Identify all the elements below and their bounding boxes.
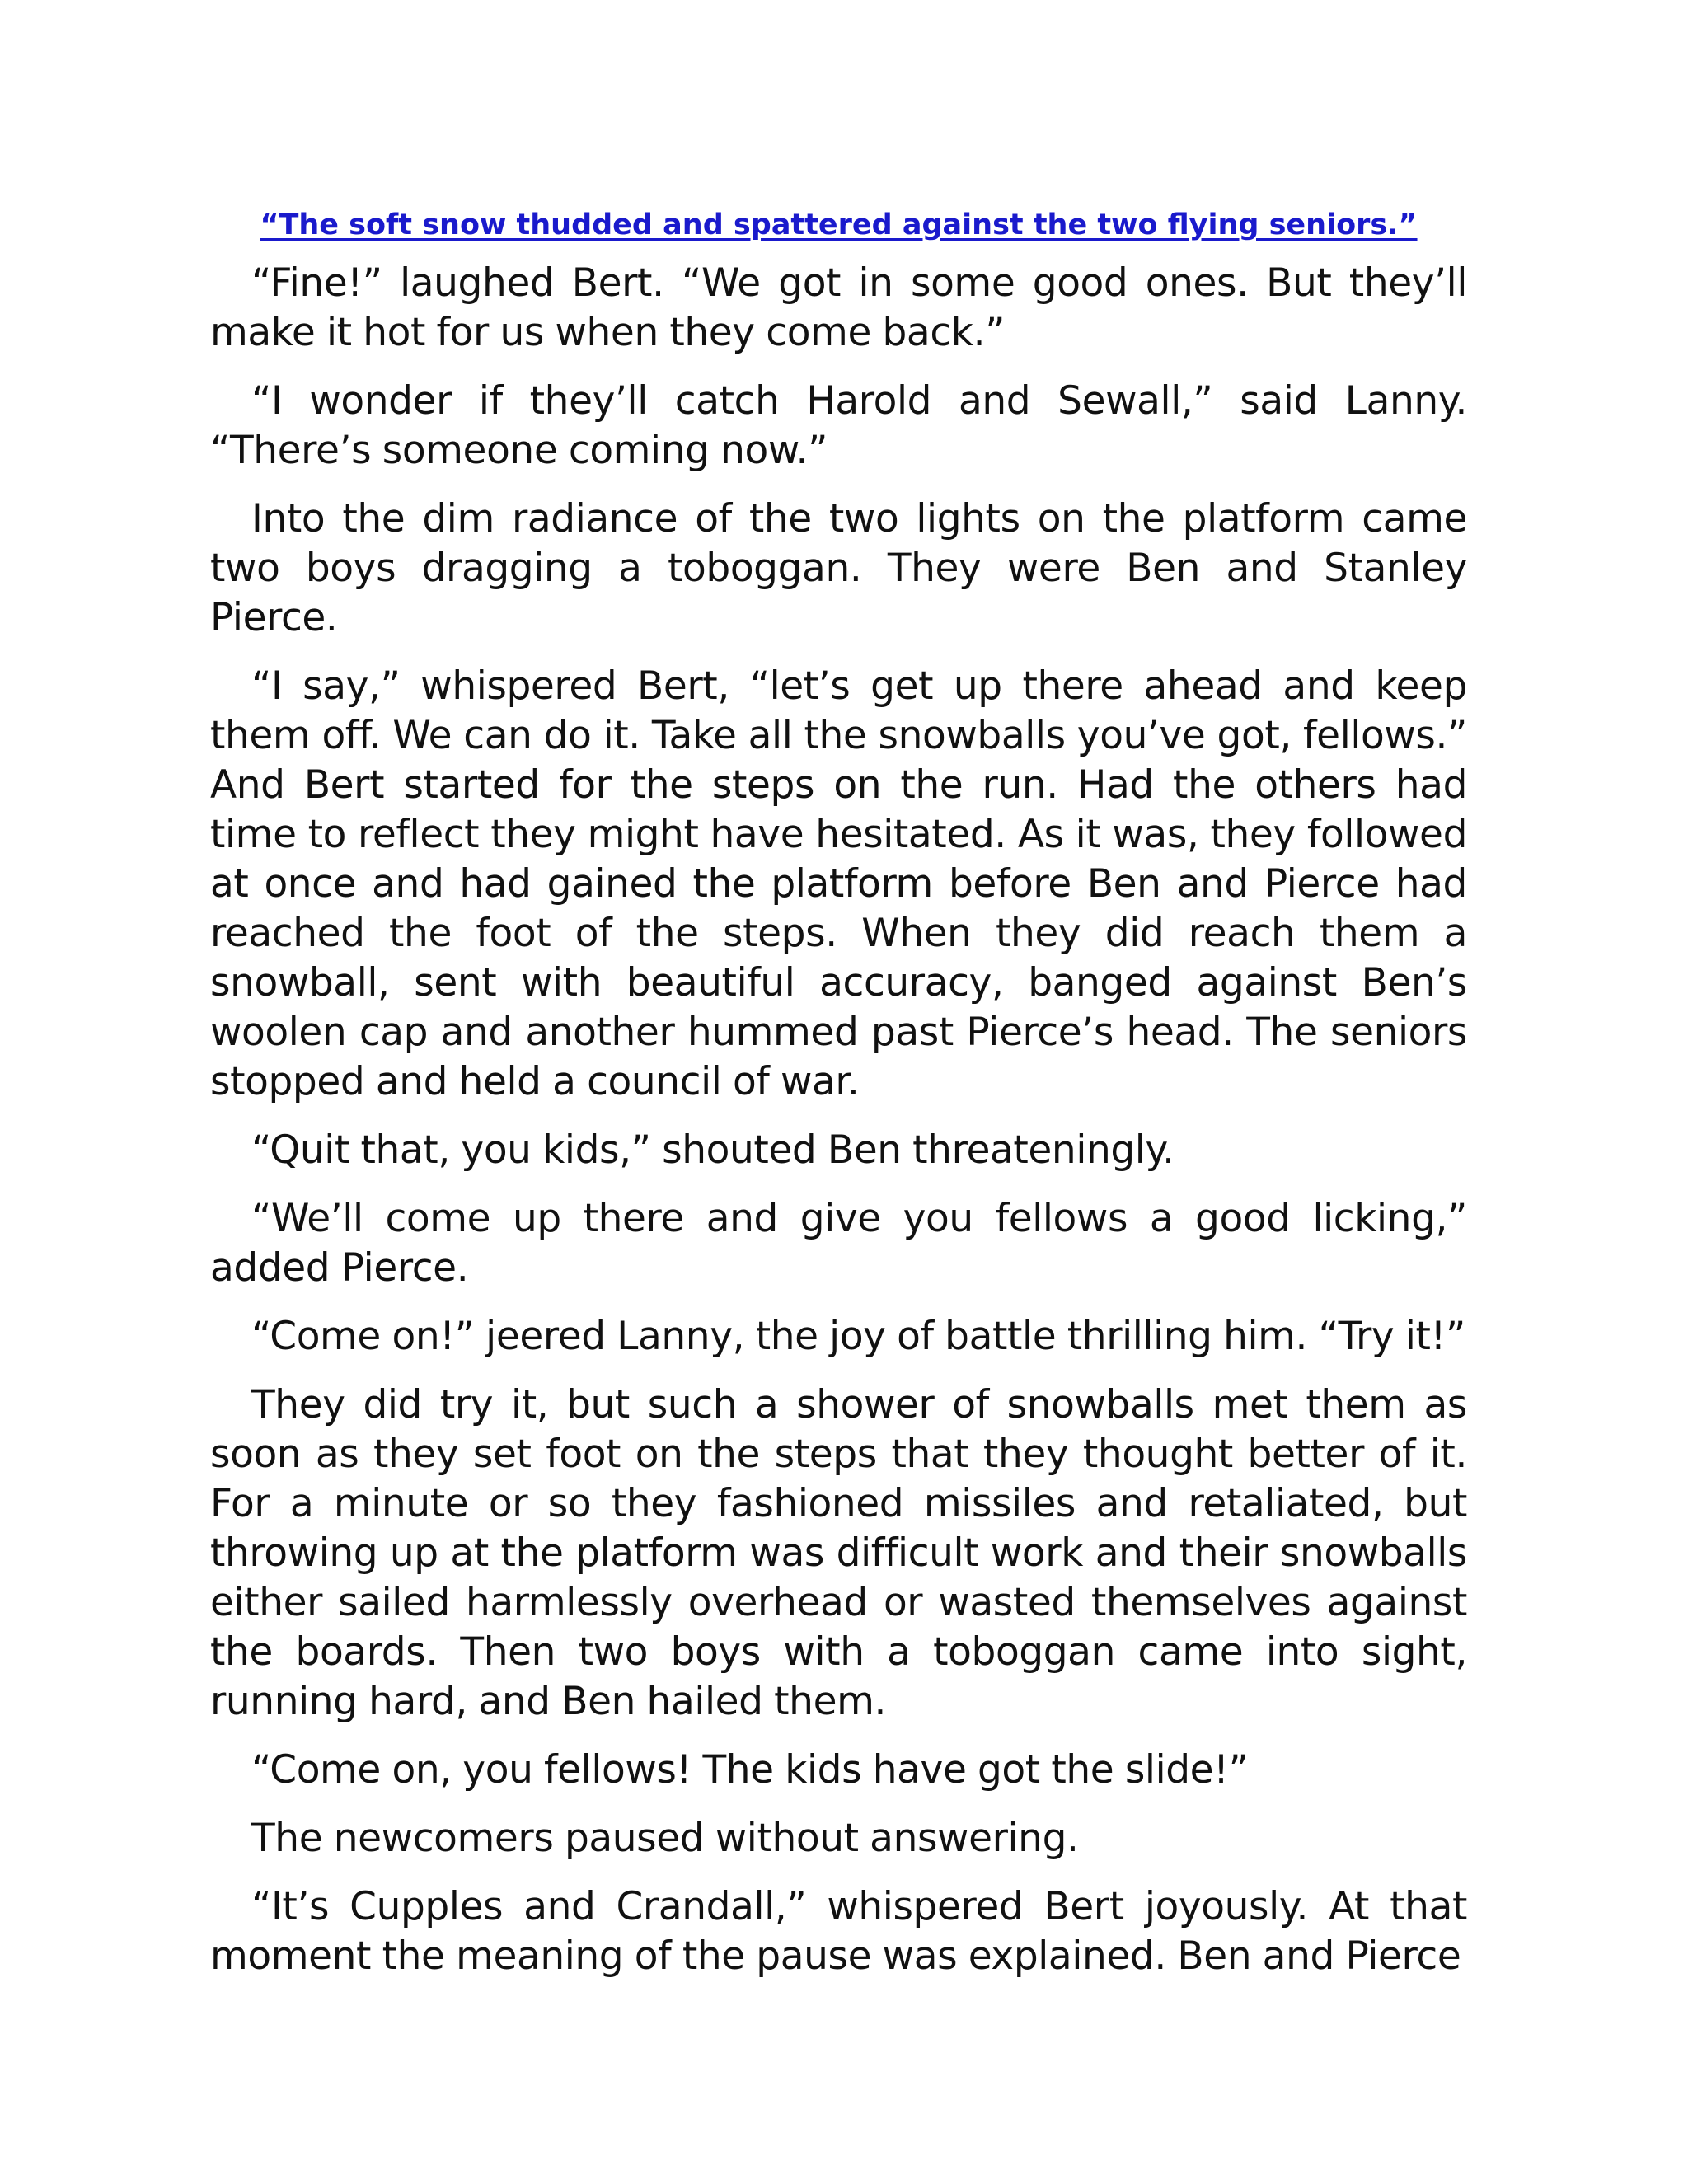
paragraph-7: “Come on!” jeered Lanny, the joy of battle thrilling him. “Try it!” <box>251 1314 1465 1359</box>
paragraph-4: “I say,” whispered Bert, “let’s get up there ahead and keep them off. We can do it. Take all the snowballs you’ve got, fellows.” And Bert started for the steps on the run. Had the others had time to reflect they might have hesitated. As it was, they followed at once and had gained the platform before Ben and Pierce had reached the foot of the steps. When they did reach them a snowball, sent with beautiful accuracy, banged against Ben’s woolen cap and another hummed past Pierce’s head. The seniors stopped and held a council of war. <box>210 663 1467 1104</box>
paragraph-2: “I wonder if they’ll catch Harold and Sewall,” said Lanny. “There’s someone coming now.” <box>210 378 1467 473</box>
paragraph-11: “It’s Cupples and Crandall,” whispered Bert joyously. At that moment the meaning of the pause was explained. Ben and Pierce <box>210 1884 1467 1979</box>
paragraph-5: “Quit that, you kids,” shouted Ben threateningly. <box>251 1127 1175 1173</box>
paragraph-1: “Fine!” laughed Bert. “We got in some good ones. But they’ll make it hot for us when they come back.” <box>210 260 1467 355</box>
paragraph-9: “Come on, you fellows! The kids have got the slide!” <box>251 1747 1249 1793</box>
illustration-caption <box>210 204 1467 246</box>
paragraph-6: “We’ll come up there and give you fellows a good licking,” added Pierce. <box>210 1196 1467 1291</box>
illustration-caption-link[interactable]: “The soft snow thudded and spattered against the two flying seniors.” <box>260 209 1418 241</box>
paragraph-10: The newcomers paused without answering. <box>251 1816 1079 1861</box>
book-page-text <box>210 204 1467 1981</box>
paragraph-8: They did try it, but such a shower of snowballs met them as soon as they set foot on the steps that they thought better of it. For a minute or so they fashioned missiles and retaliated, but throwing up at the platform was difficult work and their snowballs either sailed harmlessly overhead or wasted themselves against the boards. Then two boys with a toboggan came into sight, running hard, and Ben hailed them. <box>210 1382 1467 1724</box>
paragraph-3: Into the dim radiance of the two lights on the platform came two boys dragging a toboggan. They were Ben and Stanley Pierce. <box>210 496 1467 640</box>
